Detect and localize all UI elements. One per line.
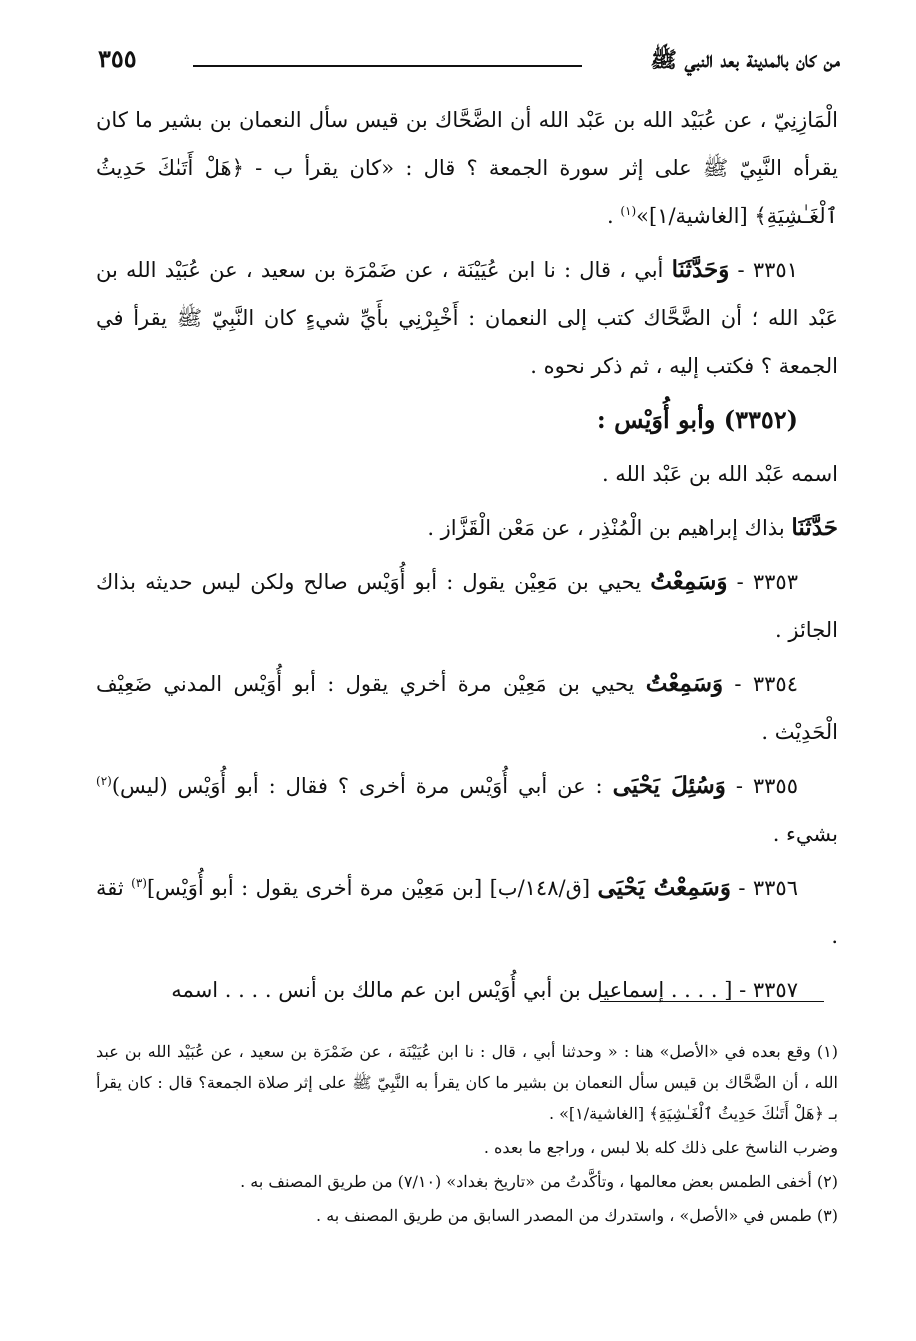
paragraph-name-of-abu-uwais: اسمه عَبْد الله بن عَبْد الله . — [601, 462, 838, 486]
narration-keyword: وَحَدَّثَنَا — [671, 256, 730, 283]
page-number: ٣٥٥ — [98, 44, 137, 73]
paragraph-3355 — [96, 762, 838, 858]
paragraph-text: الْمَازِنِيّ ، عن عُبَيْد الله بن عَبْد الله أن الضَّحَّاك بن قيس سأل النعمان بن بشير ما كان يقرأه النَّبِيّ ﷺ على إثر سورة الجمعة ؟ قال : «كان يقرأ ب - ﴿هَلْ أَتَىٰكَ حَدِيثُ ٱلْغَـٰشِيَةِ﴾ [الغاشية/١]» — [96, 108, 838, 228]
footnote-ref-1[interactable]: (١) — [620, 204, 637, 218]
paragraph-end: ثقة . — [96, 876, 838, 948]
paragraph-3350-continuation — [96, 96, 838, 240]
paragraph-text: أبي ، قال : نا ابن عُيَيْنَة ، عن ضَمْرَة بن سعيد ، عن عُبَيْد الله بن عَبْد الله ؛ أن الضَّحَّاك كتب إلى النعمان : أَخْبِرْنِي بأَيِّ شيءٍ كان النَّبِيّ ﷺ يقرأ في الجمعة ؟ فكتب إليه ، ثم ذكر نحوه . — [96, 258, 838, 378]
footnote-ref-2[interactable]: (٢) — [96, 774, 112, 788]
hadith-number: ٣٣٥٣ - — [727, 570, 798, 594]
running-title: من كان بالمدينة بعد النبي ﷺ — [650, 47, 840, 73]
header-rule — [193, 65, 582, 67]
hadith-number: ٣٣٥٤ - — [723, 672, 798, 696]
narration-keyword: وَسَمِعْتُ — [650, 568, 728, 595]
paragraph-text: بذاك إبراهيم بن الْمُنْذِر ، عن مَعْن الْقَزَّاز . — [427, 516, 792, 540]
footnote-divider — [600, 1001, 824, 1002]
paragraph-text: [ق/١٤٨/ب] [بن مَعِيْن مرة أخرى يقول : أبو أُوَيْس] — [146, 876, 598, 900]
footnote-1-continuation: وضرب الناسخ على ذلك كله بلا لبس ، وراجع ما بعده . — [483, 1138, 838, 1157]
paragraph-3353 — [96, 558, 838, 654]
main-text — [96, 96, 838, 1020]
paragraph-text: : عن أبي أُوَيْس مرة أخرى ؟ فقال : أبو أُوَيْس (ليس) — [111, 774, 613, 798]
section-heading-3352: (٣٣٥٢) وأبو أُوَيْس : — [596, 405, 798, 434]
paragraph-end: . — [606, 204, 621, 228]
hadith-number: ٣٣٥٥ - — [725, 774, 798, 798]
hadith-number: ٣٣٥٦ - — [730, 876, 798, 900]
hadith-number: ٣٣٥١ - — [729, 258, 798, 282]
footnotes — [96, 1036, 838, 1234]
footnote-3: (٣) طمس في «الأصل» ، واستدرك من المصدر السابق من طريق المصنف به . — [316, 1206, 838, 1225]
narration-keyword: وَسَمِعْتُ يَحْيَى — [597, 874, 731, 901]
paragraph-text: يحيي بن مَعِيْن يقول : أبو أُوَيْس صالح ولكن ليس حديثه بذاك الجائز . — [96, 570, 838, 642]
paragraph-3357: ٣٣٥٧ - [ . . . . إسماعيل بن أبي أُوَيْس ابن عم مالك بن أنس . . . . اسمه — [171, 978, 798, 1002]
paragraph-isnad — [96, 504, 838, 552]
footnote-2: (٢) أخفى الطمس بعض معالمها ، وتأكَّدتُ من «تاريخ بغداد» (٧/١٠) من طريق المصنف به . — [240, 1172, 838, 1191]
paragraph-text: يحيي بن مَعِيْن مرة أخري يقول : أبو أُوَيْس المدني ضَعِيْف الْحَدِيْث . — [96, 672, 838, 744]
narration-keyword: وَسَمِعْتُ — [645, 670, 724, 697]
paragraph-3354 — [96, 660, 838, 756]
narration-keyword: وَسُئِلَ يَحْيَى — [612, 772, 726, 799]
paragraph-3356 — [96, 864, 838, 960]
page-header — [98, 44, 840, 84]
footnote-ref-3[interactable]: (٣) — [131, 876, 147, 890]
narration-keyword: حَدَّثَنَا — [791, 514, 838, 541]
paragraph-end: بشيء . — [772, 822, 838, 846]
paragraph-3351 — [96, 246, 838, 390]
footnote-1: (١) وقع بعده في «الأصل» هنا : « وحدثنا أبي ، قال : نا ابن عُيَيْنَة ، عن ضَمْرَة بن سعيد ، عن عُبَيْد الله بن عبد الله ، أن الضَّحَّاك بن قيس سأل النعمان بن بشير ما كان يقرأ به النَّبِيّ ﷺ على إثر صلاة الجمعة؟ قال : كان يقرأ بـ ﴿هَلْ أَتَىٰكَ حَدِيثُ ٱلْغَـٰشِيَةِ﴾ [الغاشية/١]» . — [96, 1042, 838, 1123]
